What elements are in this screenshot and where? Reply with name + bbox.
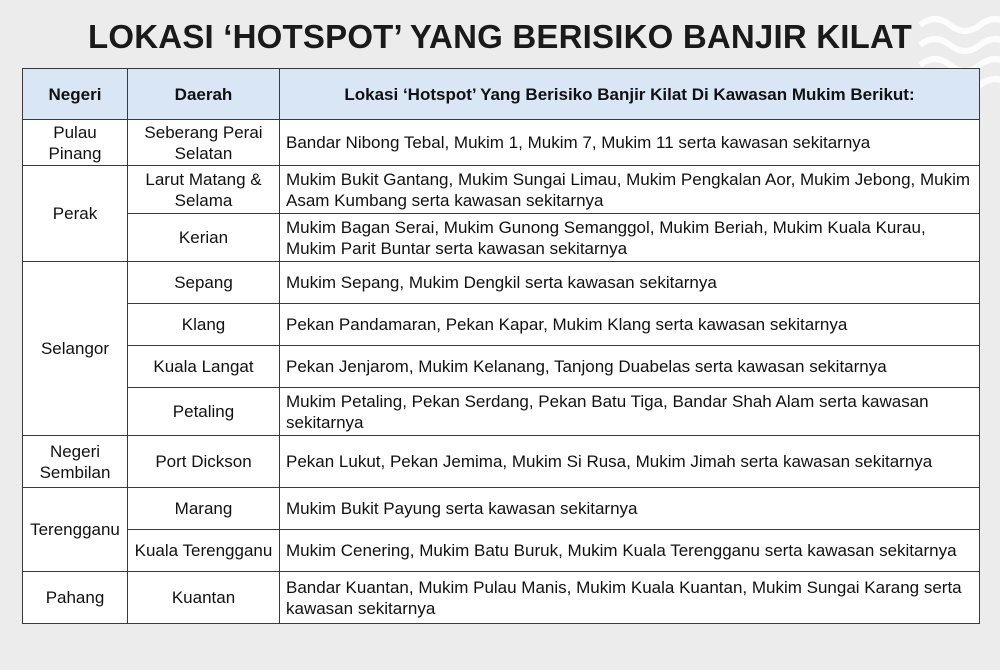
table-row (23, 346, 980, 388)
daerah-cell: Port Dickson (128, 436, 280, 488)
daerah-cell: Kuantan (128, 572, 280, 624)
lokasi-cell: Mukim Petaling, Pekan Serdang, Pekan Batu Tiga, Bandar Shah Alam serta kawasan sekitarnya (280, 388, 980, 436)
negeri-cell: Perak (23, 166, 128, 262)
header-daerah: Daerah (128, 69, 280, 120)
daerah-cell: Sepang (128, 262, 280, 304)
negeri-cell: Pahang (23, 572, 128, 624)
table-row (23, 436, 980, 488)
daerah-cell: Kuala Terengganu (128, 530, 280, 572)
header-lokasi: Lokasi ‘Hotspot’ Yang Berisiko Banjir Kilat Di Kawasan Mukim Berikut: (280, 69, 980, 120)
lokasi-cell: Mukim Bukit Payung serta kawasan sekitarnya (280, 488, 980, 530)
lokasi-cell: Pekan Pandamaran, Pekan Kapar, Mukim Klang serta kawasan sekitarnya (280, 304, 980, 346)
daerah-cell: Kerian (128, 214, 280, 262)
lokasi-cell: Bandar Kuantan, Mukim Pulau Manis, Mukim Kuala Kuantan, Mukim Sungai Karang serta kawasan sekitarnya (280, 572, 980, 624)
negeri-cell: Negeri Sembilan (23, 436, 128, 488)
hotspot-table (22, 68, 980, 624)
lokasi-cell: Mukim Bukit Gantang, Mukim Sungai Limau, Mukim Pengkalan Aor, Mukim Jebong, Mukim Asam Kumbang serta kawasan sekitarnya (280, 166, 980, 214)
lokasi-cell: Mukim Cenering, Mukim Batu Buruk, Mukim Kuala Terengganu serta kawasan sekitarnya (280, 530, 980, 572)
table-row (23, 388, 980, 436)
table-row (23, 214, 980, 262)
daerah-cell: Petaling (128, 388, 280, 436)
table-row (23, 488, 980, 530)
table-row (23, 572, 980, 624)
page-title: LOKASI ‘HOTSPOT’ YANG BERISIKO BANJIR KILAT (88, 18, 912, 55)
daerah-cell: Seberang Perai Selatan (128, 120, 280, 166)
table-row (23, 120, 980, 166)
daerah-cell: Marang (128, 488, 280, 530)
lokasi-cell: Mukim Bagan Serai, Mukim Gunong Semanggol, Mukim Beriah, Mukim Kuala Kurau, Mukim Parit Buntar serta kawasan sekitarnya (280, 214, 980, 262)
negeri-cell: Selangor (23, 262, 128, 436)
daerah-cell: Larut Matang & Selama (128, 166, 280, 214)
negeri-cell: Terengganu (23, 488, 128, 572)
negeri-cell: Pulau Pinang (23, 120, 128, 166)
header-negeri: Negeri (23, 69, 128, 120)
lokasi-cell: Mukim Sepang, Mukim Dengkil serta kawasan sekitarnya (280, 262, 980, 304)
table-row (23, 530, 980, 572)
table-row (23, 304, 980, 346)
lokasi-cell: Bandar Nibong Tebal, Mukim 1, Mukim 7, Mukim 11 serta kawasan sekitarnya (280, 120, 980, 166)
lokasi-cell: Pekan Jenjarom, Mukim Kelanang, Tanjong Duabelas serta kawasan sekitarnya (280, 346, 980, 388)
daerah-cell: Klang (128, 304, 280, 346)
table-header-row (23, 69, 980, 120)
table-row (23, 166, 980, 214)
daerah-cell: Kuala Langat (128, 346, 280, 388)
table-row (23, 262, 980, 304)
lokasi-cell: Pekan Lukut, Pekan Jemima, Mukim Si Rusa, Mukim Jimah serta kawasan sekitarnya (280, 436, 980, 488)
